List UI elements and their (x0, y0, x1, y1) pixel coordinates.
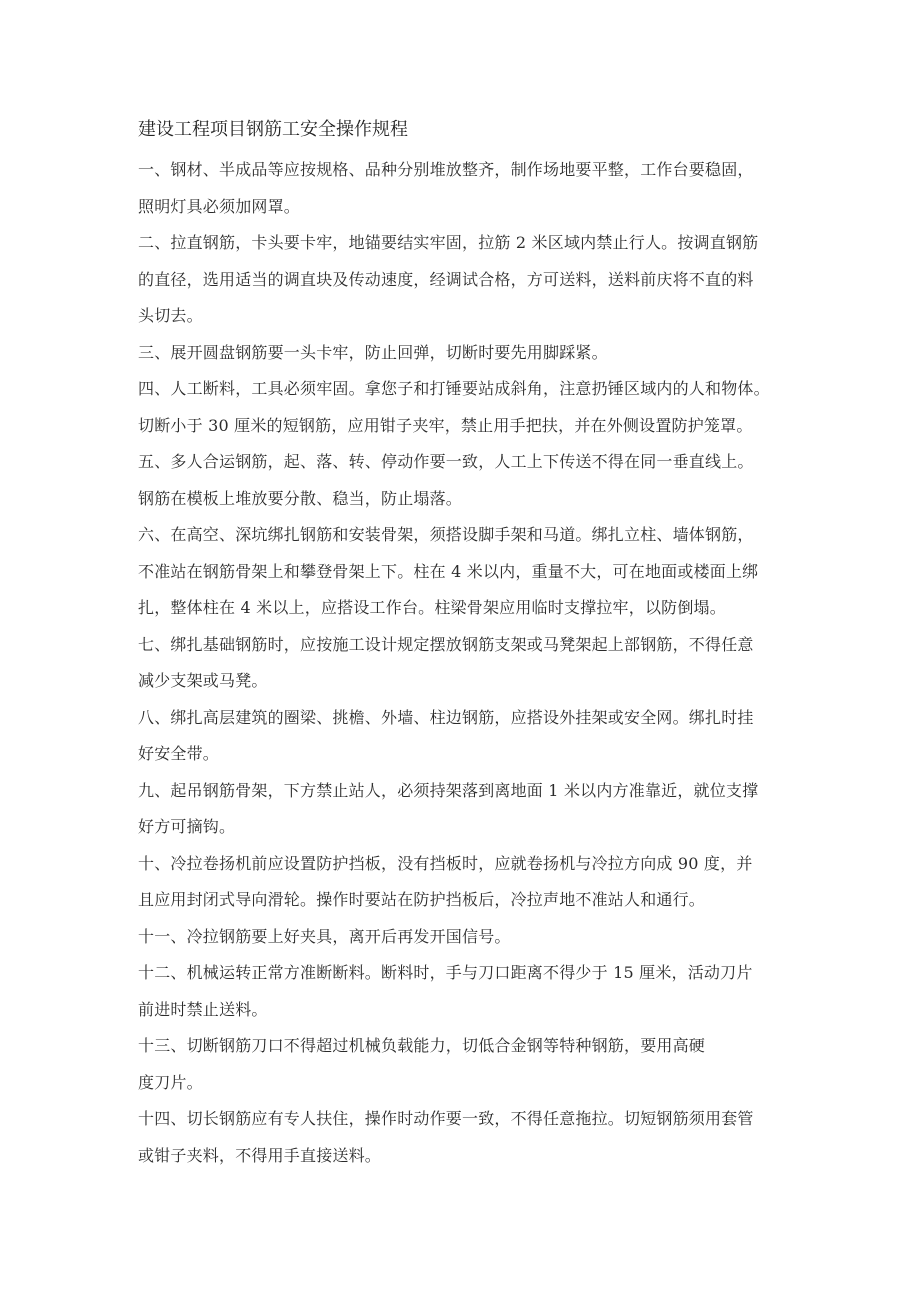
paragraph-line: 十二、机械运转正常方准断断料。断料时，手与刀口距离不得少于 15 厘米，活动刀片 (138, 963, 753, 982)
document-page (138, 118, 798, 1174)
paragraph-line: 钢筋在模板上堆放要分散、稳当，防止塌落。 (138, 488, 463, 508)
paragraph-line: 且应用封闭式导向滑轮。操作时要站在防护挡板后，冷拉声地不准站人和通行。 (138, 890, 706, 909)
paragraph-line: 扎，整体柱在 4 米以上，应搭设工作台。柱梁骨架应用临时支撑拉牢，以防倒塌。 (138, 598, 726, 617)
paragraph-line: 三、展开圆盘钢筋要一头卡牢，防止回弹，切断时要先用脚踩紧。 (138, 342, 608, 362)
paragraph (138, 152, 798, 225)
paragraph-line: 不准站在钢筋骨架上和攀登骨架上下。柱在 4 米以内，重量不大，可在地面或楼面上绑 (138, 561, 759, 581)
paragraph (138, 919, 798, 956)
paragraph-line: 二、拉直钢筋，卡头要卡牢，地锚要结实牢固，拉筋 2 米区域内禁止行人。按调直钢筋 (138, 233, 759, 252)
paragraph-line: 七、绑扎基础钢筋时，应按施工设计规定摆放钢筋支架或马凳架起上部钢筋，不得任意 (138, 634, 754, 654)
paragraph-line: 十一、冷拉钢筋要上好夹具，离开后再发开国信号。 (138, 926, 511, 946)
paragraph-line: 九、起吊钢筋骨架，下方禁止站人，必须持架落到离地面 1 米以内方准靠近，就位支撑 (138, 780, 759, 800)
paragraph-line: 一、钢材、半成品等应按规格、品种分别堆放整齐，制作场地要平整，工作台要稳固， (138, 160, 754, 179)
paragraph (138, 773, 798, 846)
paragraph-line: 切断小于 30 厘米的短钢筋，应用钳子夹牢，禁止用手把扶，并在外侧设置防护笼罩。 (138, 415, 753, 435)
paragraph (138, 627, 798, 700)
paragraph-line: 五、多人合运钢筋，起、落、转、停动作要一致，人工上下传送不得在同一垂直线上。 (138, 452, 754, 471)
paragraph-line: 头切去。 (138, 306, 203, 325)
paragraph (138, 846, 798, 919)
paragraph-line: 或钳子夹料，不得用手直接送料。 (138, 1145, 382, 1165)
paragraph (138, 700, 798, 773)
paragraph (138, 444, 798, 517)
paragraph-line: 十三、切断钢筋刀口不得超过机械负载能力，切低合金钢等特种钢筋，要用高硬 (138, 1036, 706, 1055)
paragraph-line: 减少支架或马凳。 (138, 671, 268, 690)
document-title: 建设工程项目钢筋工安全操作规程 (138, 119, 408, 140)
paragraph-line: 八、绑扎高层建筑的圈梁、挑檐、外墙、柱边钢筋，应搭设外挂架或安全网。绑扎时挂 (138, 707, 754, 727)
paragraph-line: 十、冷拉卷扬机前应设置防护挡板，没有挡板时，应就卷扬机与冷拉方向成 90 度，并 (138, 853, 753, 873)
document-body (138, 152, 798, 1174)
paragraph-line: 好安全带。 (138, 744, 220, 763)
paragraph (138, 1101, 798, 1174)
paragraph-line: 十四、切长钢筋应有专人扶住，操作时动作要一致，不得任意拖拉。切短钢筋须用套管 (138, 1109, 754, 1128)
paragraph (138, 335, 798, 372)
paragraph-line: 照明灯具必须加网罩。 (138, 196, 301, 216)
paragraph-line: 四、人工断料，工具必须牢固。拿您子和打锤要站成斜角，注意扔锤区域内的人和物体。 (138, 379, 770, 398)
paragraph-line: 度刀片。 (138, 1072, 203, 1092)
paragraph (138, 1028, 798, 1101)
paragraph-line: 前进时禁止送料。 (138, 999, 268, 1019)
paragraph-line: 好方可摘钩。 (138, 817, 236, 836)
paragraph (138, 225, 798, 335)
paragraph (138, 371, 798, 444)
paragraph-line: 六、在高空、深坑绑扎钢筋和安装骨架，须搭设脚手架和马道。绑扎立柱、墙体钢筋， (138, 525, 754, 544)
paragraph-line: 的直径，选用适当的调直块及传动速度，经调试合格，方可送料，送料前庆将不直的料 (138, 269, 754, 289)
paragraph (138, 517, 798, 627)
paragraph (138, 955, 798, 1028)
